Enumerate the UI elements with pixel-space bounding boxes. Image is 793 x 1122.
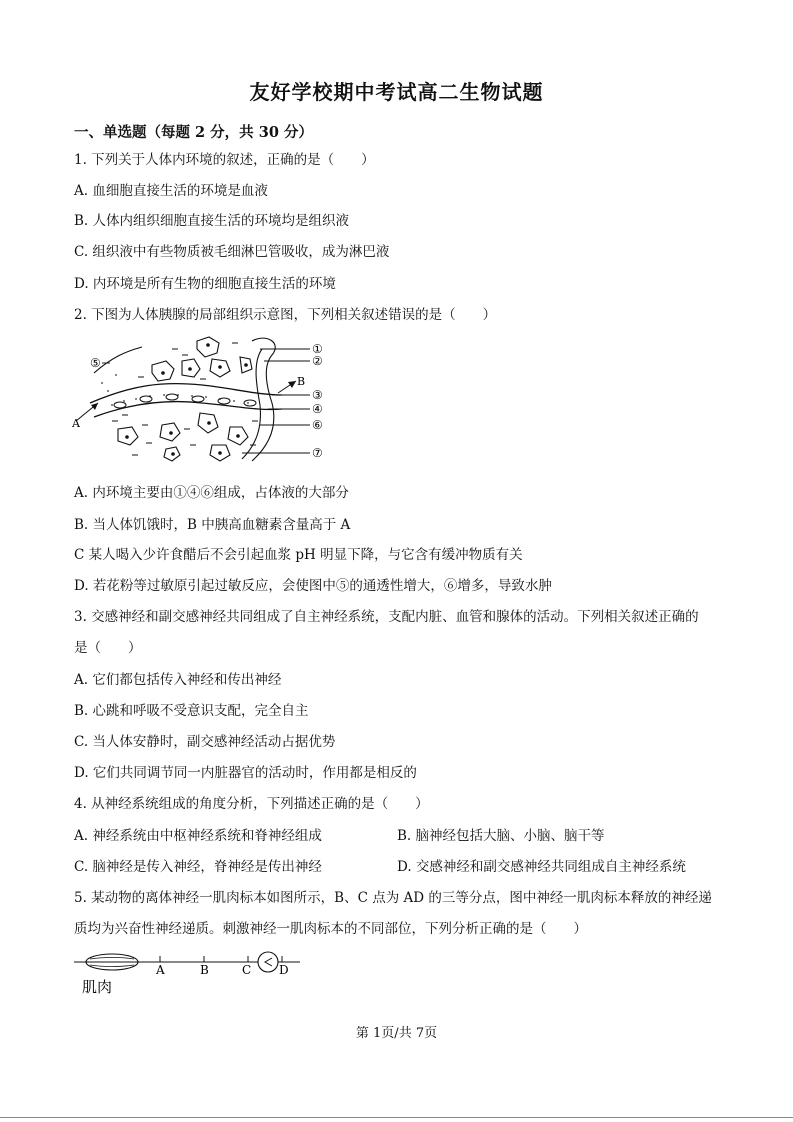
label-6: ⑥ xyxy=(312,418,323,432)
q3-option-c: C. 当人体安静时，副交感神经活动占据优势 xyxy=(74,734,336,750)
q1-stem: 1. 下列关于人体内环境的叙述，正确的是（ ） xyxy=(74,152,375,168)
q4-option-d: D. 交感神经和副交感神经共同组成自主神经系统 xyxy=(397,859,686,875)
q4-option-b: B. 脑神经包括大脑、小脑、脑干等 xyxy=(397,828,605,844)
q4-option-a: A. 神经系统由中枢神经系统和脊神经组成 xyxy=(74,828,322,844)
q1-option-a: A. 血细胞直接生活的环境是血液 xyxy=(74,183,268,199)
label-1: ① xyxy=(312,342,323,356)
q3-option-a: A. 它们都包括传入神经和传出神经 xyxy=(74,672,282,688)
q2-option-b: B. 当人体饥饿时，B 中胰高血糖素含量高于 A xyxy=(74,517,351,533)
q2-stem: 2. 下图为人体胰腺的局部组织示意图，下列相关叙述错误的是（ ） xyxy=(74,307,497,323)
q2-option-c: C 某人喝入少许食醋后不会引起血浆 pH 明显下降，与它含有缓冲物质有关 xyxy=(74,547,523,563)
q5-stem-line1: 5. 某动物的离体神经一肌肉标本如图所示，B、C 点为 AD 的三等分点，图中神经一肌肉标本释放的神经递 xyxy=(74,890,712,906)
q4-option-c: C. 脑神经是传入神经，脊神经是传出神经 xyxy=(74,859,322,875)
pancreas-tissue-diagram xyxy=(72,333,337,468)
label-4: ④ xyxy=(312,402,323,416)
page-title: 友好学校期中考试高二生物试题 xyxy=(249,80,544,104)
q3-stem-line1: 3. 交感神经和副交感神经共同组成了自主神经系统，支配内脏、血管和腺体的活动。下列相关叙述正确的 xyxy=(74,609,699,625)
label-5: ⑤ xyxy=(90,356,101,370)
label-b: B xyxy=(297,375,306,388)
q5-stem-line2: 质均为兴奋性神经递质。刺激神经一肌肉标本的不同部位，下列分析正确的是（ ） xyxy=(74,921,587,937)
label-a: A xyxy=(72,417,80,430)
q3-option-d: D. 它们共同调节同一内脏器官的活动时，作用都是相反的 xyxy=(74,765,417,781)
q4-stem: 4. 从神经系统组成的角度分析，下列描述正确的是（ ） xyxy=(74,796,429,812)
bottom-divider xyxy=(0,1117,793,1118)
q3-option-b: B. 心跳和呼吸不受意识支配，完全自主 xyxy=(74,703,309,719)
label-2: ② xyxy=(312,354,323,368)
point-a-label: A xyxy=(156,963,165,977)
section-heading: 一、单选题（每题 2 分，共 30 分） xyxy=(74,124,313,141)
q3-stem-line2: 是（ ） xyxy=(74,640,142,656)
point-b-label: B xyxy=(200,963,209,977)
point-d-label: D xyxy=(279,963,289,977)
point-c-label: C xyxy=(242,963,252,977)
label-3: ③ xyxy=(312,388,323,402)
q1-option-d: D. 内环境是所有生物的细胞直接生活的环境 xyxy=(74,276,336,292)
page-number: 第 1页/共 7页 xyxy=(355,1026,438,1041)
q2-option-a: A. 内环境主要由①④⑥组成，占体液的大部分 xyxy=(74,485,349,501)
q1-option-c: C. 组织液中有些物质被毛细淋巴管吸收，成为淋巴液 xyxy=(74,244,390,260)
q2-option-d: D. 若花粉等过敏原引起过敏反应，会使图中⑤的通透性增大，⑥增多，导致水肿 xyxy=(74,578,552,594)
label-7: ⑦ xyxy=(312,446,323,460)
q1-option-b: B. 人体内组织细胞直接生活的环境均是组织液 xyxy=(74,213,350,229)
muscle-label: 肌肉 xyxy=(82,978,113,996)
nerve-muscle-diagram xyxy=(72,948,312,998)
